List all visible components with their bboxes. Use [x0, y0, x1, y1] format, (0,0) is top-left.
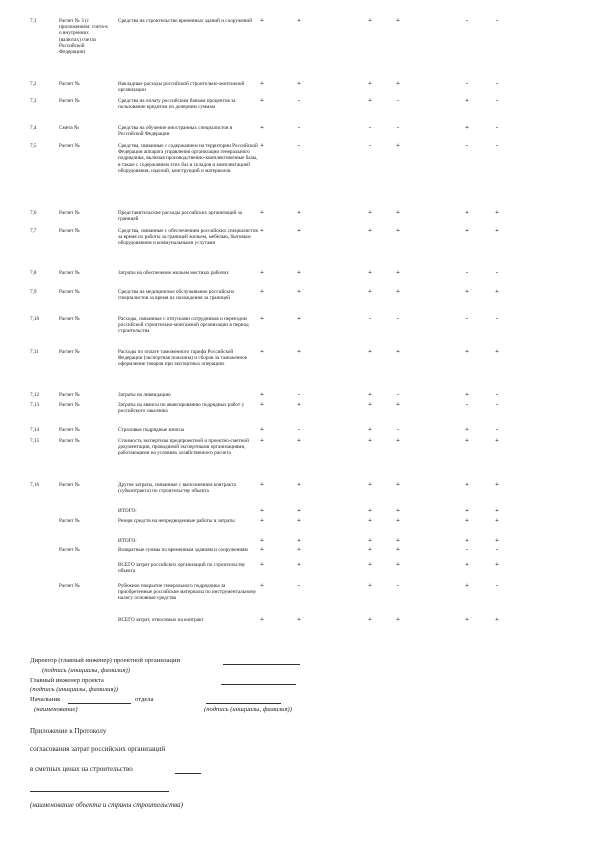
row-mark: + — [260, 546, 264, 553]
row-mark: + — [260, 481, 264, 488]
row-mark: + — [495, 227, 499, 234]
row-mark: + — [495, 348, 499, 355]
row-mark: + — [465, 582, 469, 589]
department-caption-right: (подпись (инициалы, фамилия)) — [204, 706, 292, 713]
row-mark: + — [368, 507, 372, 514]
row-number: 7,5 — [30, 143, 37, 149]
row-mark: - — [368, 124, 372, 131]
row-mark: - — [297, 142, 301, 149]
row-mark: + — [465, 288, 469, 295]
row-number: 7,1 — [30, 18, 37, 24]
row-mark: + — [368, 481, 372, 488]
row-mark: + — [465, 616, 469, 623]
row-number: 7,12 — [30, 392, 40, 398]
row-basis: Расчет № 3 (с приложением: счета-к о внутренних (валютах) счетах Российской Федерации) — [59, 18, 108, 56]
row-mark: + — [495, 616, 499, 623]
row-mark: + — [396, 227, 400, 234]
row-basis: Расчет № — [59, 210, 80, 216]
row-description: Расходы, связанные с отпусками сотрудников и переездом российской строительно-монтажной организации в период строительства — [118, 316, 249, 335]
row-mark: + — [465, 537, 469, 544]
row-mark: + — [260, 507, 264, 514]
row-basis: Расчет № — [59, 402, 80, 408]
row-mark: + — [396, 546, 400, 553]
row-basis: Расчет № — [59, 228, 80, 234]
row-basis: Расчет № — [59, 270, 80, 276]
row-mark: + — [297, 507, 301, 514]
row-mark: - — [495, 401, 499, 408]
row-mark: + — [297, 537, 301, 544]
row-description: Расходы по оплате таможенного тарифа Российской Федерации (экспортная пошлина) и сборов за таможенное оформление товаров при экспортных операциях — [118, 349, 248, 368]
row-mark: + — [297, 437, 301, 444]
row-mark: + — [465, 391, 469, 398]
row-mark: + — [465, 97, 469, 104]
row-mark: + — [368, 437, 372, 444]
row-number: 7,13 — [30, 402, 40, 408]
row-mark: - — [495, 97, 499, 104]
row-mark: + — [368, 582, 372, 589]
row-mark: + — [297, 546, 301, 553]
row-mark: + — [396, 209, 400, 216]
row-number: 7,16 — [30, 482, 40, 488]
row-mark: - — [297, 582, 301, 589]
row-mark: - — [495, 80, 499, 87]
row-mark: - — [465, 315, 469, 322]
row-description: Другие затраты, связанные с выполнением контракта (субконтракта) по строительству объекта — [118, 482, 236, 495]
row-mark: - — [465, 401, 469, 408]
row-mark: + — [495, 437, 499, 444]
row-mark: + — [368, 348, 372, 355]
row-mark: - — [465, 142, 469, 149]
row-mark: + — [260, 582, 264, 589]
row-mark: + — [260, 437, 264, 444]
row-mark: - — [465, 269, 469, 276]
row-number: 7,9 — [30, 289, 37, 295]
row-description: Представительские расходы российских организаций за границей — [118, 210, 242, 223]
row-mark: + — [465, 481, 469, 488]
row-mark: + — [368, 616, 372, 623]
row-mark: + — [465, 507, 469, 514]
row-mark: - — [495, 391, 499, 398]
row-mark: + — [260, 288, 264, 295]
row-mark: + — [297, 17, 301, 24]
director-signature-field — [223, 664, 300, 665]
row-mark: + — [260, 348, 264, 355]
row-mark: + — [368, 561, 372, 568]
row-mark: - — [495, 142, 499, 149]
row-basis: Расчет № — [59, 427, 80, 433]
row-mark: + — [465, 209, 469, 216]
director-label: Директор (главный инженер) проектной организации — [30, 657, 181, 664]
row-mark: + — [396, 348, 400, 355]
row-mark: + — [465, 517, 469, 524]
row-mark: + — [297, 209, 301, 216]
row-mark: + — [495, 288, 499, 295]
department-name-field — [68, 703, 131, 704]
row-mark: + — [396, 537, 400, 544]
row-mark: + — [368, 209, 372, 216]
row-mark: + — [396, 517, 400, 524]
row-description: ИТОГО: — [118, 538, 137, 544]
row-mark: - — [297, 391, 301, 398]
row-mark: - — [495, 17, 499, 24]
row-number: 7,6 — [30, 210, 37, 216]
row-mark: - — [297, 97, 301, 104]
row-mark: + — [396, 481, 400, 488]
row-mark: + — [297, 348, 301, 355]
row-mark: + — [495, 517, 499, 524]
row-mark: - — [396, 582, 400, 589]
row-basis: Расчет № — [59, 98, 80, 104]
row-description: Средства, связанные с обеспечением российских специалистов за время их работы за границей жильем, мебелью, бытовым оборудованием и коммунальными услугами — [118, 228, 258, 247]
row-mark: + — [495, 537, 499, 544]
row-mark: + — [495, 561, 499, 568]
row-mark: - — [465, 546, 469, 553]
row-description: Страховые подрядные взносы — [118, 427, 185, 433]
row-mark: + — [260, 315, 264, 322]
appendix-title: Приложение к Протоколу — [30, 727, 107, 735]
row-mark: - — [396, 97, 400, 104]
appendix-line-1: согласования затрат российских организаций — [30, 745, 166, 753]
row-mark: - — [368, 315, 372, 322]
row-mark: + — [368, 97, 372, 104]
row-basis: Расчет № — [59, 482, 80, 488]
row-mark: + — [260, 80, 264, 87]
row-mark: - — [465, 17, 469, 24]
row-description: Средства на медицинское обслуживание российских специалистов за время их нахождения за границей — [118, 289, 235, 302]
row-mark: + — [297, 561, 301, 568]
row-mark: + — [465, 561, 469, 568]
row-mark: + — [260, 537, 264, 544]
row-mark: + — [368, 517, 372, 524]
row-mark: + — [260, 426, 264, 433]
appendix-line-2: в сметных ценах на строительство — [30, 765, 133, 773]
row-number: 7,4 — [30, 125, 37, 131]
row-mark: - — [495, 546, 499, 553]
row-number: 7,3 — [30, 98, 37, 104]
row-basis: Расчет № — [59, 583, 80, 589]
row-mark: + — [297, 288, 301, 295]
row-mark: + — [260, 17, 264, 24]
department-signature-field — [206, 703, 281, 704]
row-mark: + — [260, 517, 264, 524]
department-caption-left: (наименование) — [34, 706, 78, 713]
row-description: Средства, связанные с содержанием на территории Российской Федерации аппарата управления организации генерального подрядчика, включая производственно-комплектовочные базы, в также с содержанием этих баз и складов и комплектацией оборудования, изделий, конструкций и материалов — [118, 143, 258, 174]
row-mark: - — [495, 124, 499, 131]
row-number: 7,2 — [30, 81, 37, 87]
row-description: ВСЕГО затрат, относимых на контракт — [118, 617, 204, 623]
row-description: ВСЕГО затрат российских организаций по строительству объекта — [118, 562, 246, 575]
row-mark: - — [495, 426, 499, 433]
row-mark: + — [260, 124, 264, 131]
row-mark: - — [396, 426, 400, 433]
row-mark: + — [297, 315, 301, 322]
row-mark: + — [396, 269, 400, 276]
row-basis: Расчет № — [59, 289, 80, 295]
row-mark: - — [368, 142, 372, 149]
row-mark: + — [260, 209, 264, 216]
row-mark: + — [465, 348, 469, 355]
row-basis: Смета № — [59, 125, 79, 131]
director-caption: (подпись (инициалы, фамилия)) — [42, 667, 130, 674]
row-mark: + — [495, 209, 499, 216]
row-mark: + — [465, 124, 469, 131]
row-description: Стоимость экспертизы предпроектной и проектно-сметной документации, проводимой экспертными организациями, работающими на условиях хозяйственного расчета — [118, 438, 249, 457]
row-mark: + — [368, 537, 372, 544]
row-description: Накладные расходы российской строительно-монтажной организации — [118, 81, 245, 94]
row-mark: - — [297, 426, 301, 433]
row-description: Резерв средств на непредвиденные работы и затраты — [118, 518, 235, 524]
row-mark: + — [396, 561, 400, 568]
department-head-label: Начальник — [30, 696, 61, 703]
row-number: 7,15 — [30, 438, 40, 444]
row-mark: + — [368, 80, 372, 87]
row-description: Затраты на обеспечение жильем местных рабочих — [118, 270, 229, 276]
row-mark: + — [396, 507, 400, 514]
row-mark: + — [260, 561, 264, 568]
row-mark: + — [260, 142, 264, 149]
row-mark: + — [368, 227, 372, 234]
row-mark: + — [396, 80, 400, 87]
appendix-caption: (наименование объекта и страны строительства) — [30, 801, 183, 809]
row-mark: + — [297, 401, 301, 408]
row-mark: + — [465, 227, 469, 234]
chief-engineer-caption: (подпись (инициалы, фамилия)) — [30, 686, 118, 693]
row-description: Средства на обучение иностранных специалистов в Российской Федерации — [118, 125, 233, 138]
row-basis: Расчет № — [59, 143, 80, 149]
row-mark: + — [297, 80, 301, 87]
row-mark: + — [368, 401, 372, 408]
row-mark: + — [260, 227, 264, 234]
director-signature-line — [30, 657, 180, 664]
row-mark: + — [297, 481, 301, 488]
row-mark: + — [465, 426, 469, 433]
row-mark: + — [260, 269, 264, 276]
row-mark: + — [396, 288, 400, 295]
row-mark: + — [368, 269, 372, 276]
row-mark: + — [368, 546, 372, 553]
row-basis: Расчет № — [59, 547, 80, 553]
row-mark: - — [465, 80, 469, 87]
row-mark: + — [297, 227, 301, 234]
row-mark: + — [260, 401, 264, 408]
chief-engineer-label: Главный инженер проекта — [30, 677, 104, 684]
row-number: 7,14 — [30, 427, 40, 433]
row-mark: + — [396, 437, 400, 444]
row-number: 7,11 — [30, 349, 39, 355]
row-description: Возвратные суммы по временным зданиям и сооружениям — [118, 547, 248, 553]
row-mark: + — [368, 288, 372, 295]
row-basis: Расчет № — [59, 392, 80, 398]
row-mark: + — [465, 437, 469, 444]
row-mark: + — [396, 17, 400, 24]
row-basis: Расчет № — [59, 81, 80, 87]
row-basis: Расчет № — [59, 349, 80, 355]
row-number: 7,8 — [30, 270, 37, 276]
row-mark: + — [368, 426, 372, 433]
appendix-object-field — [30, 791, 169, 792]
row-mark: - — [396, 315, 400, 322]
row-number: 7,10 — [30, 316, 40, 322]
row-mark: + — [297, 517, 301, 524]
row-description: Рубежное покрытие генерального подрядчика за приобретенные российские материалы по инструментальному налогу основные средства — [118, 583, 257, 602]
row-basis: Расчет № — [59, 518, 80, 524]
row-mark: + — [396, 616, 400, 623]
row-mark: + — [396, 401, 400, 408]
row-description: Затраты на авансы по авансированию подрядных работ у российского заказчика — [118, 402, 245, 415]
row-mark: + — [368, 391, 372, 398]
row-mark: + — [495, 507, 499, 514]
department-suffix: отдела — [135, 696, 154, 703]
row-mark: - — [396, 391, 400, 398]
row-mark: + — [260, 97, 264, 104]
row-mark: - — [495, 582, 499, 589]
row-mark: - — [396, 124, 400, 131]
row-mark: + — [396, 142, 400, 149]
row-number: 7,7 — [30, 228, 37, 234]
row-mark: + — [368, 17, 372, 24]
row-basis: Расчет № — [59, 316, 80, 322]
row-mark: + — [297, 269, 301, 276]
row-mark: + — [260, 391, 264, 398]
row-description: Средства на строительство временных зданий и сооружений — [118, 18, 252, 24]
row-mark: + — [260, 616, 264, 623]
row-mark: - — [297, 124, 301, 131]
appendix-cost-field — [175, 773, 201, 774]
row-mark: - — [495, 269, 499, 276]
chief-engineer-signature-field — [221, 684, 296, 685]
row-description: Затраты на ликвидацию — [118, 392, 171, 398]
row-description: ИТОГО: — [118, 508, 137, 514]
row-basis: Расчет № — [59, 438, 80, 444]
row-mark: + — [297, 616, 301, 623]
row-mark: + — [495, 481, 499, 488]
row-mark: - — [495, 315, 499, 322]
row-description: Средства на оплату российским банкам процентов за пользование кредитом по дочерним суммам — [118, 98, 236, 111]
